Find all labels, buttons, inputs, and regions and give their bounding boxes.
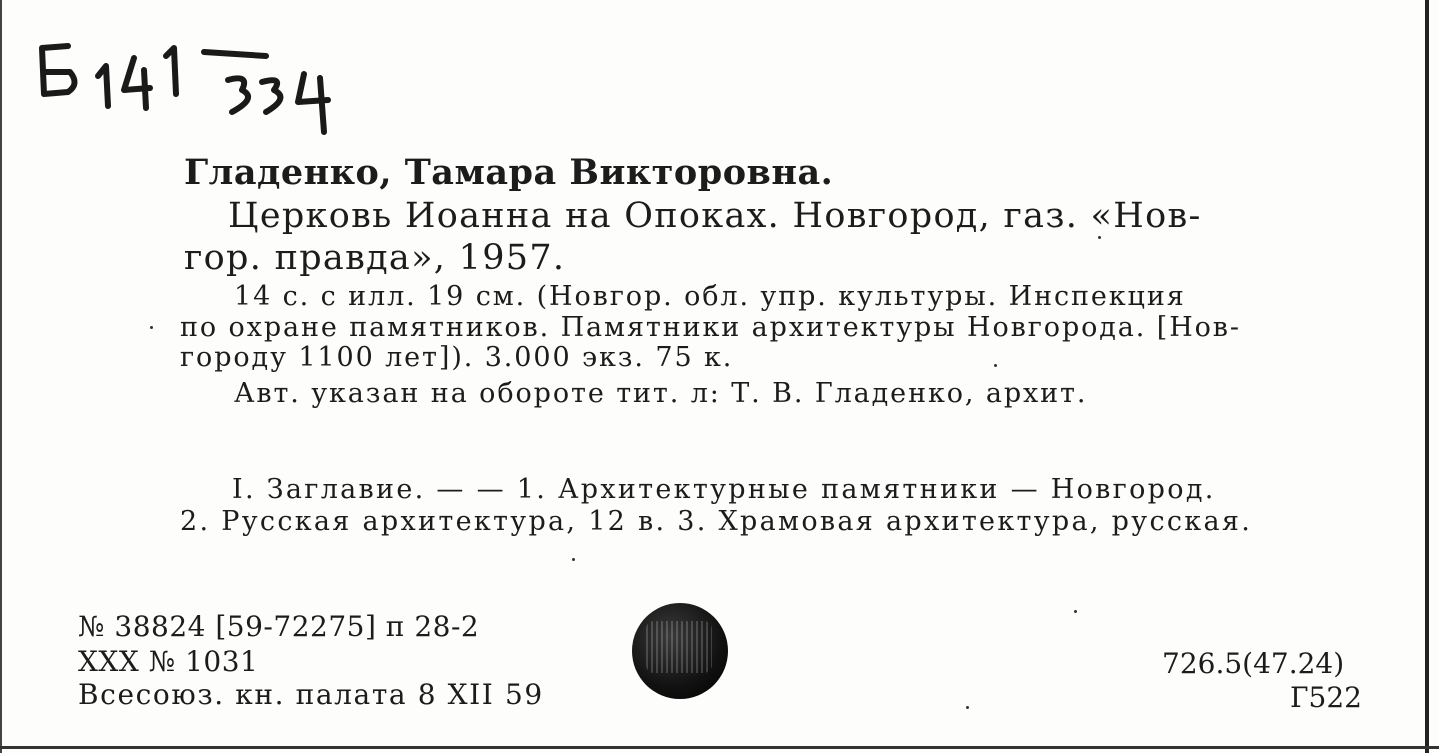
subject-headings-line-1: I. Заглавие. — — 1. Архитектурные памятники — Новгород. bbox=[232, 474, 1216, 505]
cutter-number: Г522 bbox=[1290, 681, 1362, 714]
ink-speck bbox=[966, 706, 969, 709]
subject-headings-line-2: 2. Русская архитектура, 12 в. 3. Храмовая архитектура, русская. bbox=[180, 506, 1253, 537]
classification-number: 726.5(47.24) bbox=[1162, 647, 1345, 680]
record-number: № 38824 [59-72275] п 28-2 bbox=[78, 610, 480, 643]
handwritten-shelfmark bbox=[28, 28, 358, 138]
ink-speck bbox=[1098, 236, 1101, 239]
registry-chamber-date: Всесоюз. кн. палата 8 XII 59 bbox=[78, 678, 544, 711]
ink-speck bbox=[1074, 610, 1077, 613]
ink-speck bbox=[150, 326, 153, 329]
ink-speck bbox=[572, 558, 575, 561]
title-line-1: Церковь Иоанна на Опоках. Новгород, газ. «Нов- bbox=[228, 196, 1202, 236]
author-heading: Гладенко, Тамара Викторовна. bbox=[184, 152, 834, 193]
card-left-edge bbox=[0, 0, 2, 753]
author-note: Авт. указан на обороте тит. л: Т. В. Гладенко, архит. bbox=[234, 378, 1088, 409]
card-right-edge bbox=[1425, 0, 1429, 753]
collation-line-2: по охране памятников. Памятники архитектуры Новгорода. [Нов- bbox=[180, 312, 1241, 343]
collation-line-3: городу 1100 лет]). 3.000 экз. 75 к. bbox=[180, 342, 734, 373]
card-punch-hole bbox=[632, 603, 728, 699]
title-line-2: гор. правда», 1957. bbox=[184, 238, 566, 278]
card-bottom-edge bbox=[0, 746, 1439, 749]
collation-line-1: 14 с. с илл. 19 см. (Новгор. обл. упр. культуры. Инспекция bbox=[234, 281, 1186, 312]
ink-speck bbox=[994, 364, 997, 367]
series-number: XXX № 1031 bbox=[78, 645, 259, 678]
